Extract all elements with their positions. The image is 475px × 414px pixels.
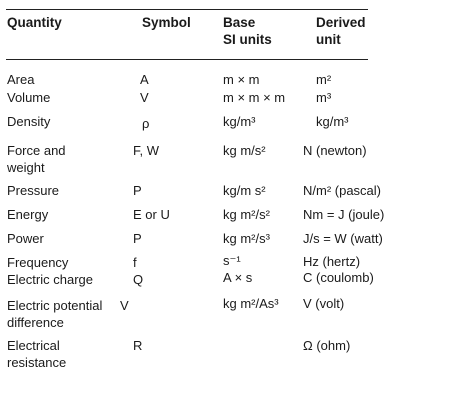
row-density-symbol: ρ: [142, 116, 150, 131]
row-power-derived: J/s = W (watt): [303, 231, 383, 246]
row-volume-derived: m³: [316, 90, 332, 105]
header-derived-line1: Derived: [316, 15, 366, 30]
row-resistance-quantity: Electrical: [7, 338, 60, 353]
row-pressure-quantity: Pressure: [7, 183, 60, 198]
row-density-quantity: Density: [7, 114, 51, 129]
row-volume-quantity: Volume: [7, 90, 51, 105]
row-energy-symbol: E or U: [133, 207, 170, 222]
row-potential-quantity-line2: difference: [7, 315, 64, 330]
row-charge-quantity: Electric charge: [7, 272, 93, 287]
header-base-line1: Base: [223, 15, 256, 30]
row-resistance-derived: Ω (ohm): [303, 338, 351, 353]
row-power-quantity: Power: [7, 231, 44, 246]
row-density-base: kg/m³: [223, 114, 256, 129]
row-frequency-symbol: f: [133, 255, 137, 270]
row-volume-base: m × m × m: [223, 90, 286, 105]
row-force-quantity: Force and: [7, 143, 66, 158]
table-top-rule: [6, 9, 368, 10]
row-density-derived: kg/m³: [316, 114, 349, 129]
row-resistance-symbol: R: [133, 338, 143, 353]
row-potential-derived: V (volt): [303, 296, 345, 311]
row-pressure-base: kg/m s²: [223, 183, 266, 198]
row-charge-derived: C (coulomb): [303, 270, 374, 285]
header-base-line2: SI units: [223, 32, 272, 47]
row-charge-symbol: Q: [133, 272, 144, 287]
row-pressure-derived: N/m² (pascal): [303, 183, 382, 198]
row-frequency-quantity: Frequency: [7, 255, 69, 270]
row-force-quantity-line2: weight: [7, 160, 45, 175]
row-resistance-quantity-line2: resistance: [7, 355, 67, 370]
row-area-derived: m²: [316, 72, 332, 87]
row-potential-base: kg m²/As³: [223, 296, 279, 311]
row-volume-symbol: V: [140, 90, 149, 105]
row-frequency-derived: Hz (hertz): [303, 254, 361, 269]
row-charge-base: A × s: [223, 270, 253, 285]
header-symbol: Symbol: [142, 15, 191, 30]
header-quantity: Quantity: [7, 15, 62, 30]
row-power-symbol: P: [133, 231, 142, 246]
row-pressure-symbol: P: [133, 183, 142, 198]
row-energy-quantity: Energy: [7, 207, 49, 222]
row-power-base: kg m²/s³: [223, 231, 270, 246]
row-potential-quantity: Electric potential: [7, 298, 103, 313]
row-force-symbol: F, W: [133, 143, 159, 158]
header-derived-line2: unit: [316, 32, 341, 47]
row-area-symbol: A: [140, 72, 149, 87]
row-force-base: kg m/s²: [223, 143, 266, 158]
row-potential-symbol: V: [120, 298, 129, 313]
row-energy-base: kg m²/s²: [223, 207, 270, 222]
row-area-base: m × m: [223, 72, 260, 87]
row-force-derived: N (newton): [303, 143, 367, 158]
row-energy-derived: Nm = J (joule): [303, 207, 385, 222]
table-header-rule: [6, 59, 368, 60]
row-frequency-base: s⁻¹: [223, 253, 241, 268]
row-area-quantity: Area: [7, 72, 35, 87]
